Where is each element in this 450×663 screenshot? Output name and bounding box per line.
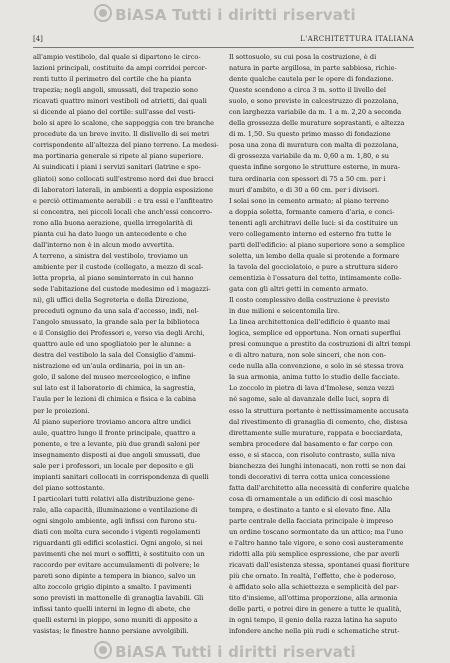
text-line: quelli esterni in pioppo, sono muniti di apposito a <box>33 616 198 625</box>
text-line: sale per i professori, un locale per deposito e gli <box>33 461 194 470</box>
left-text-column <box>33 52 219 636</box>
text-line: ricavati dall'esistenza stessa, spontanei quasi fioriture <box>229 561 410 570</box>
text-line: tenenti agli architravi delle luci: si da costituire un <box>229 218 398 227</box>
text-line: raccordo per evitare accumulamenti di polvere; le <box>33 561 200 570</box>
text-line: tondi decorativi di terra cotta unica concessione <box>229 472 390 481</box>
watermark-top-text: BiASA Tutti i diritti riservati <box>115 6 356 24</box>
text-line: tura ordinaria con spessori di 75 a 50 cm. per i <box>229 174 386 183</box>
text-line: destra del vestibolo la sala del Consiglio d'ammi- <box>33 351 196 360</box>
running-title: L'ARCHITETTURA ITALIANA <box>300 35 414 43</box>
text-line: la tavola del gocciolatoio, e pure a struttura sidero <box>229 262 398 271</box>
text-line: preceduti ognuno da una sala d'accesso, indi, nel- <box>33 307 199 316</box>
text-line: a doppia soletta, formante camera d'aria, e conci- <box>229 207 395 216</box>
text-line: sembra procedere dal basamento e far corpo con <box>229 439 393 448</box>
text-line: natura in parte argillosa, in parte sabbiosa, richie- <box>229 64 397 73</box>
text-line: dal rivestimento di granaglia di cemento, che, distesa <box>229 417 408 426</box>
text-line: renti tutto il perimetro del cortile che ha pianta <box>33 75 192 84</box>
text-line: vero collegamento interno ed esterno fra tutte le <box>229 229 392 238</box>
text-line: sono previsti in mattonelle di granaglia lavabili. Gli <box>33 594 204 603</box>
text-line: ogni singolo ambiente, agli infissi con furono stu- <box>33 516 197 525</box>
text-line: ricavati quattro minori vestiboli od atrietti, dai quali <box>33 97 207 106</box>
watermark-top <box>0 4 450 24</box>
text-line: cosa di ornamentale a un edificio di così maschio <box>229 494 393 503</box>
text-line: direttamente sulle murature, rappata e bocciardata, <box>229 428 403 437</box>
right-text-column <box>229 52 413 636</box>
text-line: impianti sanitari collocati in corrispondenza di quelli <box>33 472 209 481</box>
text-line: corrispondente all'altezza del piano terreno. La medesi- <box>33 141 219 150</box>
text-line: riguardanti gli edifici scolastici. Ogni angolo, si nei <box>33 539 203 548</box>
text-line: con larghezza variabile da m. 1 a m. 2,20 a seconda <box>229 108 402 117</box>
text-line: e l'altro hanno tale vigore, e sono così austeramente <box>229 539 404 548</box>
text-line: bianchezza dei lunghi intonacati, non rotti se non dai <box>229 461 406 470</box>
text-line: soletta, un lembo della quale si protende a formare <box>229 251 400 260</box>
text-line: pareti sono dipinte a tempera in bianco, salvo un <box>33 572 196 581</box>
text-line: infissi tanto quelli interni in legno di abete, che <box>33 605 191 614</box>
text-line: gliatoi) sono collocati sull'estremo nord dei due bracci <box>33 174 214 183</box>
text-line: all'ampio vestibolo, dal quale si dipartono le circo- <box>33 53 201 61</box>
text-line: l'angolo smussato, la grande sala per la biblioteca <box>33 318 200 327</box>
text-line: la sua armonia, anima tutto lo studio delle facciate. <box>229 373 400 382</box>
text-line: di laboratori laterali, in ambienti a doppia esposizione <box>33 185 213 194</box>
text-line: della grossezza delle murature soprastanti, e altezza <box>229 119 405 128</box>
text-line: né sagome, sale al davanzale delle luci, sopra di <box>229 395 389 404</box>
biasa-logo-icon <box>94 4 112 22</box>
text-line: quattro aule ed uno spogliatoio per le alunne: a <box>33 340 191 349</box>
text-line: questa infine sorgono le strutture esterne, in mura- <box>229 163 401 172</box>
text-line: fatta dall'architetto alla necessità di conferire qualche <box>229 483 410 492</box>
text-line: sede l'abitazione del custode medesimo ed i magazzi- <box>33 284 211 293</box>
text-line: insegnamento disposti ai due angoli smussati, due <box>33 450 201 459</box>
text-line: ni), gli uffici della Segreteria e della Direzione, <box>33 296 189 305</box>
text-line: dente qualche cautela per le opere di fondazione. <box>229 75 394 84</box>
text-line: posa una zona di muratura con malta di pozzolana, <box>229 141 399 150</box>
text-line: Queste scendono a circa 3 m. sotto il livello del <box>229 86 387 95</box>
text-line: nistrazione ed un'aula ordinaria, poi in un an- <box>33 362 185 371</box>
text-line: gata con gli altri getti in cemento armato. <box>229 284 369 293</box>
watermark-bottom <box>0 641 450 661</box>
text-line: dall'interno non è in alcun modo avvertita. <box>33 240 175 249</box>
text-line: Ai suindicati i piani i servizi sanitari (latrine e spo- <box>33 163 201 172</box>
text-line: di grossezza variabile da m. 0,60 a m. 1,80, e su <box>229 152 389 161</box>
text-line: del piano sottostante. <box>33 483 105 492</box>
text-line: muri d'ambito, e di 30 a 60 cm. per i divisori. <box>229 185 380 194</box>
text-line: cementizia è l'ossatura del tetto, intimamente colle- <box>229 273 402 282</box>
text-line: golo, il salone del museo merceologico, e infine <box>33 373 191 382</box>
text-line: e di altro natura, non sole sinceri, che non con- <box>229 351 386 360</box>
text-line: letta propria, al piano seminterrato in cui hanno <box>33 273 194 282</box>
text-line: pavimenti che nei muri o soffitti, è sostituito con un <box>33 550 205 559</box>
text-line: La linea architettonica dell'edificio è quanto mai <box>229 318 390 327</box>
text-line: in due milioni e seicentomila lire. <box>229 307 340 316</box>
text-line: diati con molta cura secondo i vigenti regolamenti <box>33 528 201 537</box>
text-line: sul lato est il laboratorio di chimica, la sagrestia, <box>33 384 196 393</box>
text-line: vasistas; le finestre hanno persiane avvolgibili. <box>33 627 189 636</box>
text-line: ridotti alla più semplice espressione, che par averli <box>229 550 400 559</box>
page-number: [4] <box>33 35 43 43</box>
text-line: ma portinaria generale si ripete al piano superiore. <box>33 152 204 161</box>
text-line: I particolari tutti relativi alla distribuzione gene- <box>33 494 195 503</box>
text-line: e perciò ottimamente aerabili : e tra essi e l'anfiteatro <box>33 196 213 205</box>
text-line: Il costo complessivo della costruzione è previsto <box>229 296 390 305</box>
text-line: tito d'insieme, all'ottima proporzione, alla armonia <box>229 594 398 603</box>
text-line: suolo, e sono previste in calcestruzzo di pozzolana, <box>229 97 399 106</box>
text-line: per le proiezioni. <box>33 406 90 415</box>
text-line: di m. 1,50. Su questo primo masso di fondazione <box>229 130 391 139</box>
text-line: parte centrale della facciata principale è impreso <box>229 516 394 525</box>
text-line: infondere anche nella più rudi e schematiche strut- <box>229 627 400 636</box>
text-line: si concentra, nei piccoli locali che anch'essi concorro- <box>33 207 213 216</box>
text-line: ambiente per il custode (collegato, a mezzo di scal- <box>33 262 204 271</box>
page-header <box>33 35 414 47</box>
watermark-bottom-text: BiASA Tutti i diritti riservati <box>115 643 356 661</box>
text-line: lazioni principali, costituite da ampi corridoi percor- <box>33 64 207 73</box>
text-line: esso la struttura portante è nettissimamente accusata <box>229 406 409 415</box>
text-line: in ogni tempo, il genio della razza latina ha saputo <box>229 616 398 625</box>
text-line: Lo zoccolo in pietra di lava d'Imolese, senza vezzi <box>229 384 395 393</box>
text-line: presi comunque a prestito da costruzioni di altri tempi <box>229 340 411 349</box>
text-line: l'aula per le lezioni di chimica e fisica e la cabina <box>33 395 196 404</box>
header-rule <box>33 47 414 48</box>
text-line: e il Consiglio dei Professori e, verso via degli Archi, <box>33 329 205 338</box>
text-line: A terreno, a sinistra del vestibolo, troviamo un <box>33 251 188 260</box>
biasa-logo-icon <box>94 641 112 659</box>
text-line: bolo si apre lo scalone, che sappoggia con tre branche <box>33 119 215 128</box>
text-line: ponente, e tre a levante, più due grandi saloni per <box>33 439 200 448</box>
text-line: procedute da un breve invito. Il dislivello di sei metri <box>33 130 210 139</box>
text-line: più che ornato. In realtà, l'effetto, che è poderoso, <box>229 572 396 581</box>
text-line: un ordine toscano sormontato da un attico; ma l'uno <box>229 528 404 537</box>
text-line: cede nulla alla convenzione, e solo in sé stessa trova <box>229 362 404 371</box>
text-line: rale, alla capacità, illuminazione e ventilazione di <box>33 505 198 514</box>
text-line: alto zoccolo grigio dipinto a smalto. I pavimenti <box>33 583 192 592</box>
text-line: esso, e si stacca, con risoluto contrasto, sulla niva <box>229 450 396 459</box>
text-line: logica, semplice ed opportuna. Non ornati superflui <box>229 329 401 338</box>
text-line: I solai sono in cemento armato; al piano terreno <box>229 196 389 205</box>
text-line: si dicende al piano del cortile: sull'asse del vesti- <box>33 108 196 117</box>
text-line: è affidato solo alla schiettezza e semplicità del par- <box>229 583 399 592</box>
text-line: parti dell'edificio: al piano superiore sono a semplice <box>229 240 405 249</box>
text-line: rono alla buona aerazione, quella irregolarità di <box>33 218 193 227</box>
text-line: pianta cui ha dato luogo un antecedente e che <box>33 229 187 238</box>
text-line: delle parti, e potrei dire in genere a tutte le qualità, <box>229 605 402 614</box>
text-line: Al piano superiore troviamo ancora altre undici <box>33 417 191 426</box>
text-line: aule, quattro lungo il fronte principale, quattro a <box>33 428 196 437</box>
text-line: tempra, e destinato a tanto e sì elevato fine. Alla <box>229 505 391 514</box>
text-line: Il sottosuolo, su cui posa la costruzione, è di <box>229 53 377 61</box>
text-line: trapezia; negli angoli, smussati, del trapezio sono <box>33 86 198 95</box>
